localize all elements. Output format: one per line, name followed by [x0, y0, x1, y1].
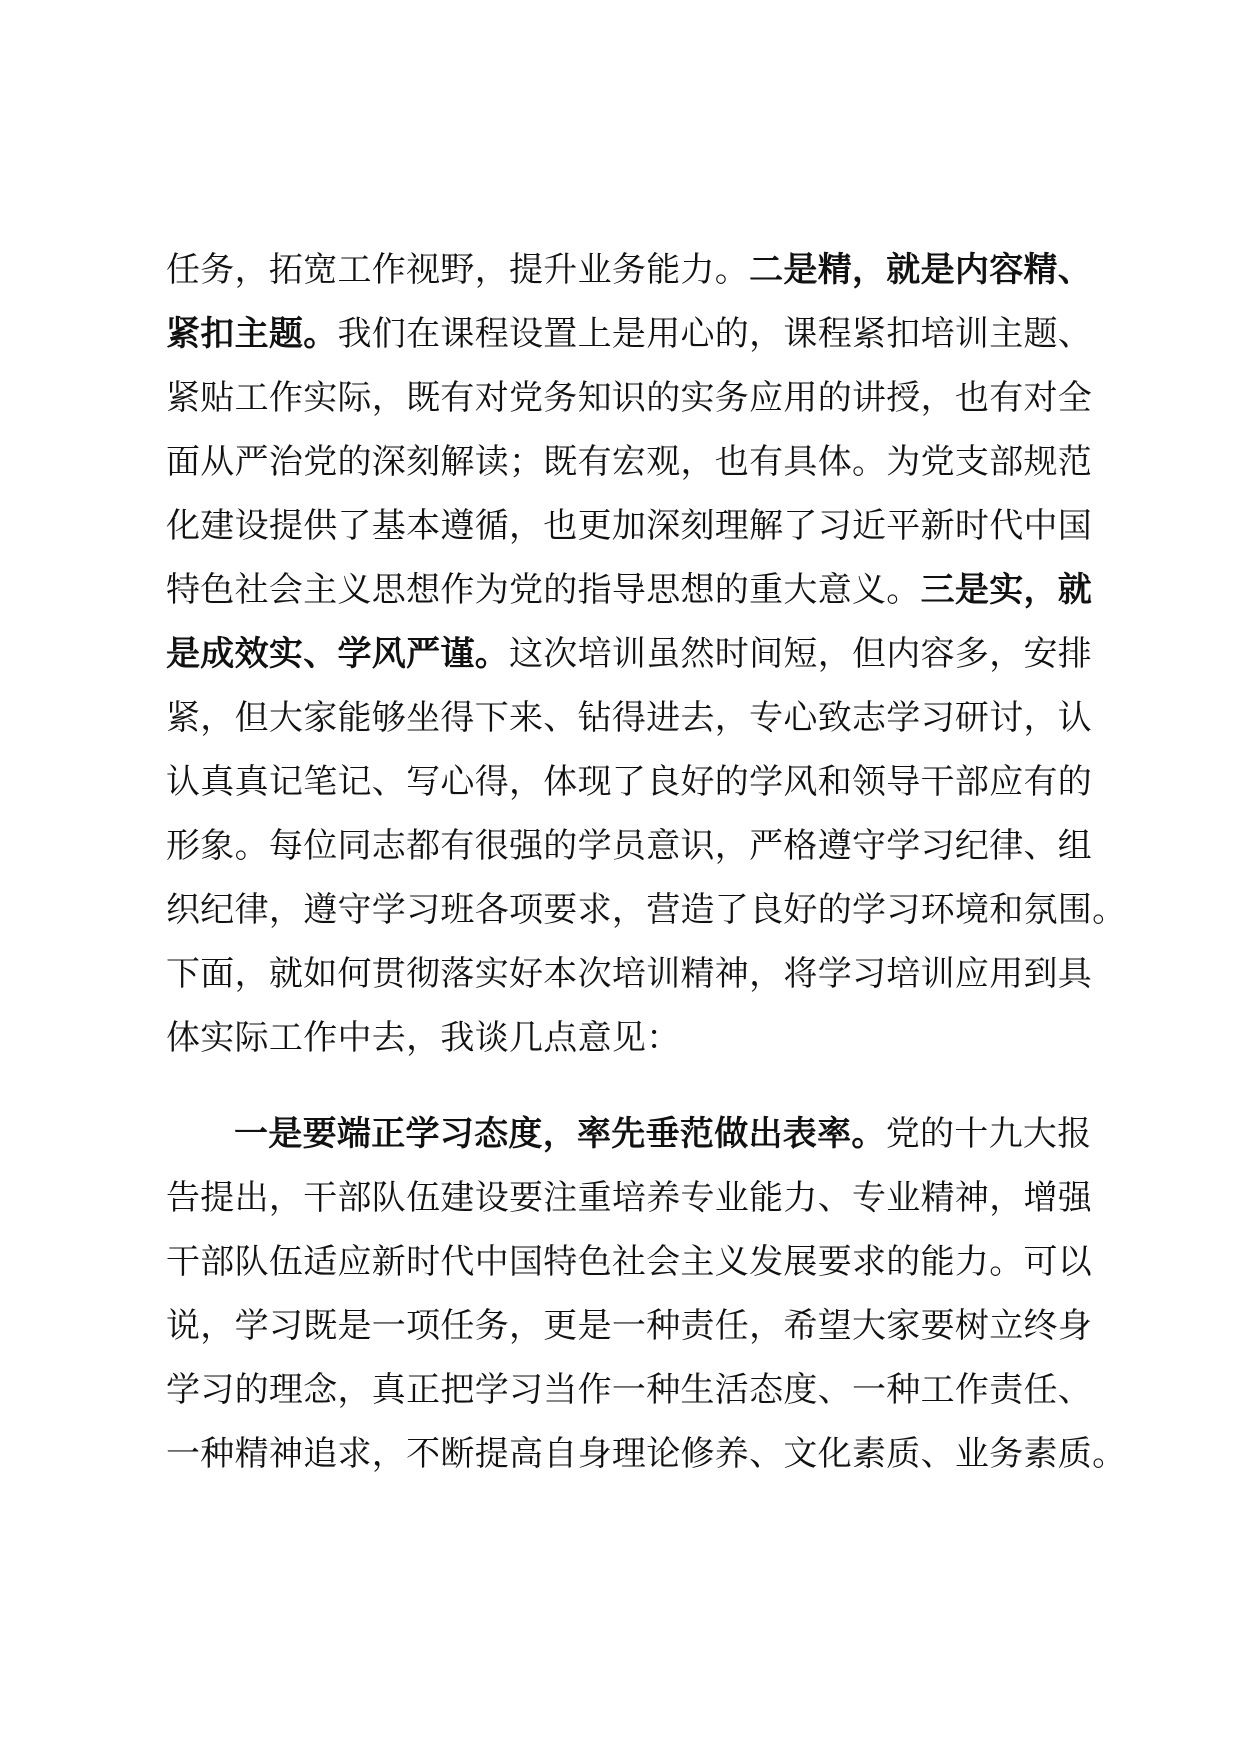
text-run: 面从严治党的深刻解读；既有宏观，也有具体。为党支部规范	[166, 442, 1093, 482]
text-line	[166, 1006, 1086, 1070]
text-line	[166, 558, 1093, 622]
text-run: 紧，但大家能够坐得下来、钻得进去，专心致志学习研讨，认	[166, 698, 1093, 738]
text-line	[166, 1166, 1093, 1230]
text-run: 说，学习既是一项任务，更是一种责任，希望大家要树立终身	[166, 1306, 1093, 1346]
text-line	[166, 686, 1093, 750]
text-line	[166, 1294, 1093, 1358]
text-line	[166, 302, 1093, 366]
text-run: 告提出，干部队伍建设要注重培养专业能力、专业精神，增强	[166, 1178, 1093, 1218]
bold-text-run: 紧扣主题。	[166, 314, 338, 354]
text-run: 我们在课程设置上是用心的，课程紧扣培训主题、	[337, 314, 1093, 354]
text-line	[166, 430, 1093, 494]
text-run: 织纪律，遵守学习班各项要求，营造了良好的学习环境和氛围。	[166, 890, 1127, 930]
text-line	[166, 814, 1093, 878]
bold-text-run: 是成效实、学风严谨。	[166, 634, 509, 674]
bold-text-run: 三是实，就	[920, 570, 1093, 610]
text-run: 党的十九大报	[885, 1114, 1092, 1154]
text-line	[166, 1102, 1092, 1166]
text-line	[166, 366, 1093, 430]
text-line	[166, 878, 1127, 942]
text-run: 这次培训虽然时间短，但内容多，安排	[509, 634, 1093, 674]
text-line	[166, 1422, 1127, 1486]
text-run: 任务，拓宽工作视野，提升业务能力。	[166, 250, 750, 290]
text-run: 体实际工作中去，我谈几点意见：	[166, 1018, 681, 1058]
paragraph-study-attitude	[166, 1102, 1127, 1486]
text-run: 认真真记笔记、写心得，体现了良好的学风和领导干部应有的	[166, 762, 1093, 802]
text-run: 化建设提供了基本遵循，也更加深刻理解了习近平新时代中国	[166, 506, 1093, 546]
text-line	[166, 238, 1093, 302]
text-run: 一种精神追求，不断提高自身理论修养、文化素质、业务素质。	[166, 1434, 1127, 1474]
text-line	[166, 750, 1093, 814]
text-run: 紧贴工作实际，既有对党务知识的实务应用的讲授，也有对全	[166, 378, 1093, 418]
text-run: 下面，就如何贯彻落实好本次培训精神，将学习培训应用到具	[166, 954, 1093, 994]
text-line	[166, 494, 1093, 558]
text-run: 特色社会主义思想作为党的指导思想的重大意义。	[166, 570, 921, 610]
text-run: 形象。每位同志都有很强的学员意识，严格遵守学习纪律、组	[166, 826, 1093, 866]
text-line	[166, 622, 1093, 686]
bold-text-run: 一是要端正学习态度，率先垂范做出表率。	[234, 1114, 886, 1154]
text-line	[166, 942, 1093, 1006]
paragraph-training-summary	[166, 238, 1127, 1070]
bold-text-run: 二是精，就是内容精、	[749, 250, 1093, 290]
text-run: 学习的理念，真正把学习当作一种生活态度、一种工作责任、	[166, 1370, 1093, 1410]
text-line	[166, 1358, 1093, 1422]
text-run: 干部队伍适应新时代中国特色社会主义发展要求的能力。可以	[166, 1242, 1093, 1282]
text-line	[166, 1230, 1093, 1294]
